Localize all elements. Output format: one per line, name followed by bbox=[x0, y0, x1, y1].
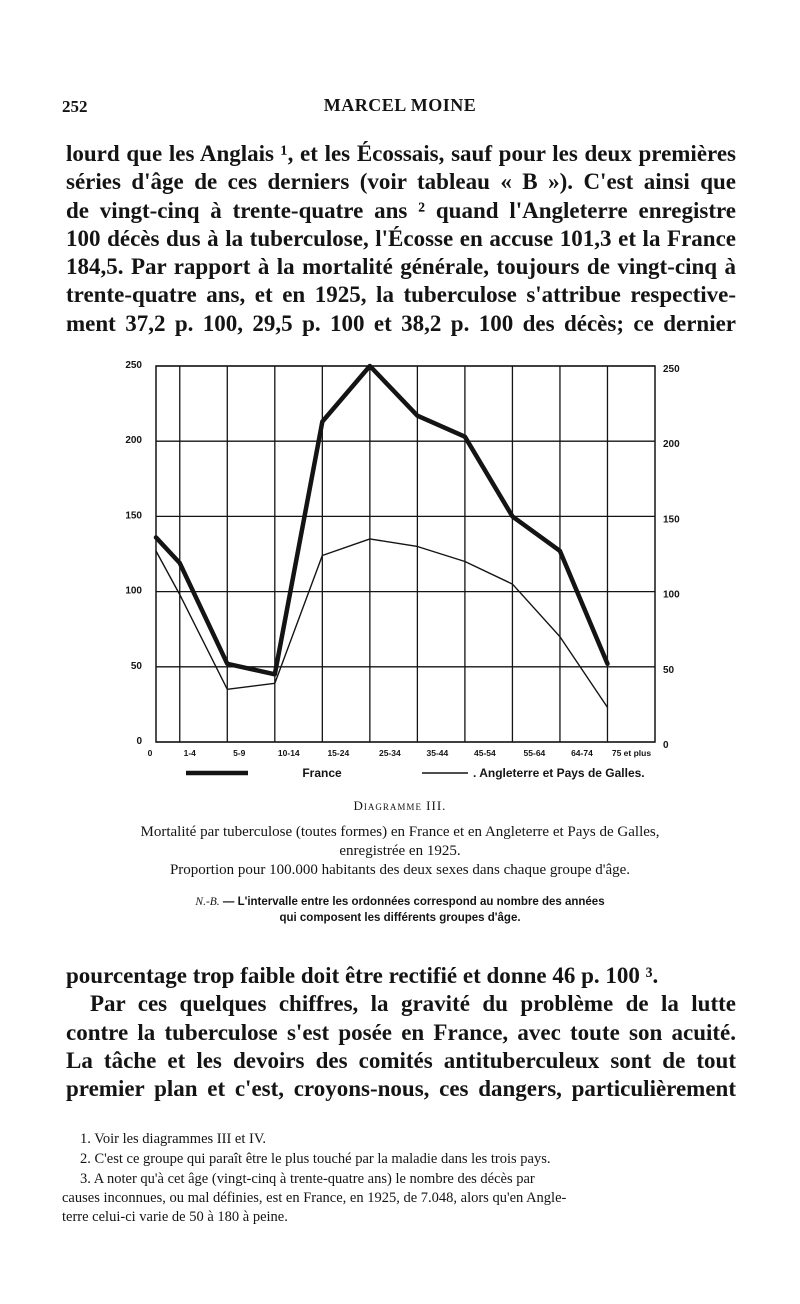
text-line: premier plan et c'est, croyons-nous, ces dangers, particulièrement bbox=[66, 1076, 736, 1102]
x-tick-label: 1-4 bbox=[183, 748, 196, 758]
caption-line-2: enregistrée en 1925. bbox=[339, 843, 461, 859]
page-number: 252 bbox=[62, 97, 88, 116]
x-tick-label: 45-54 bbox=[474, 748, 496, 758]
y-tick-label-left: 0 bbox=[136, 736, 142, 747]
caption-line-1: Mortalité par tuberculose (toutes formes) en France et en Angleterre et Pays de Galles, bbox=[140, 824, 660, 840]
series-line-angleterre bbox=[156, 539, 607, 707]
text-line: 184,5. Par rapport à la mortalité générale, toujours de vingt-cinq à bbox=[66, 254, 736, 280]
footnote-3-cont: causes inconnues, ou mal définies, est en France, en 1925, de 7.048, alors qu'en Angle- bbox=[62, 1190, 567, 1206]
text-line: séries d'âge de ces derniers (voir tableau « B »). C'est ainsi que bbox=[66, 169, 736, 195]
x-origin-label: 0 bbox=[147, 748, 153, 758]
legend-label-angleterre: . Angleterre et Pays de Galles. bbox=[473, 766, 645, 780]
x-tick-label: 5-9 bbox=[233, 748, 246, 758]
x-tick-label: 15-24 bbox=[327, 748, 350, 758]
chart-series bbox=[156, 366, 607, 707]
y-tick-label-right: 150 bbox=[663, 514, 680, 526]
running-title: MARCEL MOINE bbox=[323, 95, 477, 115]
footnote-2: 2. C'est ce groupe qui paraît être le plus touché par la maladie dans les trois pays. bbox=[80, 1151, 551, 1167]
footnote-3: 3. A noter qu'à cet âge (vingt-cinq à trente-quatre ans) le nombre des décès par bbox=[80, 1171, 535, 1187]
footnote-3-cont-2: terre celui-ci varie de 50 à 180 à peine. bbox=[62, 1209, 288, 1225]
text-line: La tâche et les devoirs des comités antituberculeux sont de tout bbox=[66, 1047, 736, 1073]
legend-label-france: France bbox=[302, 766, 342, 780]
footnote-1: 1. Voir les diagrammes III et IV. bbox=[80, 1131, 267, 1147]
text-line: ment 37,2 p. 100, 29,5 p. 100 et 38,2 p. 100 des décès; ce dernier bbox=[66, 310, 736, 336]
text-line: lourd que les Anglais ¹, et les Écossais, sauf pour les deux premières bbox=[66, 141, 736, 166]
x-tick-label: 35-44 bbox=[426, 748, 449, 758]
text-line: trente-quatre ans, et en 1925, la tuberculose s'attribue respective- bbox=[66, 282, 736, 308]
y-tick-label-right: 100 bbox=[663, 589, 680, 601]
text-line: contre la tuberculose s'est posée en France, avec toute son acuité. bbox=[66, 1019, 736, 1045]
y-tick-label-left: 250 bbox=[125, 360, 142, 371]
nb-label: N.-B. bbox=[195, 896, 220, 908]
mortality-chart bbox=[100, 352, 700, 792]
x-tick-label: 75 et plus bbox=[611, 748, 652, 758]
diagram-label: Diagramme III. bbox=[353, 798, 447, 813]
paragraph-2 bbox=[66, 962, 736, 1103]
x-tick-label: 25-34 bbox=[378, 748, 401, 758]
plot-frame bbox=[156, 366, 655, 742]
x-tick-label: 64-74 bbox=[571, 748, 593, 758]
chart-grid bbox=[156, 366, 655, 742]
text-line: de vingt-cinq à trente-quatre ans ² quand l'Angleterre enregistre bbox=[66, 197, 736, 223]
nb-note-line-2: qui composent les différents groupes d'âge. bbox=[279, 912, 521, 924]
text-line: 100 décès dus à la tuberculose, l'Écosse en accuse 101,3 et la France bbox=[66, 225, 736, 251]
y-tick-label-right: 250 bbox=[663, 364, 680, 375]
paragraph-1 bbox=[66, 140, 736, 338]
y-tick-label-right: 0 bbox=[663, 740, 669, 751]
y-tick-label-left: 200 bbox=[125, 435, 142, 447]
y-tick-label-left: 150 bbox=[125, 510, 142, 522]
y-tick-label-left: 50 bbox=[130, 660, 142, 672]
series-line-france bbox=[156, 366, 607, 674]
x-tick-label: 55-64 bbox=[523, 748, 546, 758]
y-tick-label-right: 200 bbox=[663, 439, 680, 451]
caption-line-3: Proportion pour 100.000 habitants des deux sexes dans chaque groupe d'âge. bbox=[169, 862, 631, 878]
x-tick-label: 10-14 bbox=[277, 748, 300, 758]
y-tick-label-right: 50 bbox=[663, 664, 675, 676]
text-line: Par ces quelques chiffres, la gravité du problème de la lutte bbox=[90, 991, 736, 1017]
text-line: pourcentage trop faible doit être rectifié et donne 46 p. 100 ³. bbox=[66, 963, 659, 988]
nb-text-1: — L'intervalle entre les ordonnées correspond au nombre des années bbox=[219, 896, 605, 908]
y-tick-label-left: 100 bbox=[125, 585, 142, 597]
chart-labels bbox=[125, 360, 680, 780]
nb-note-line-1 bbox=[60, 896, 740, 908]
